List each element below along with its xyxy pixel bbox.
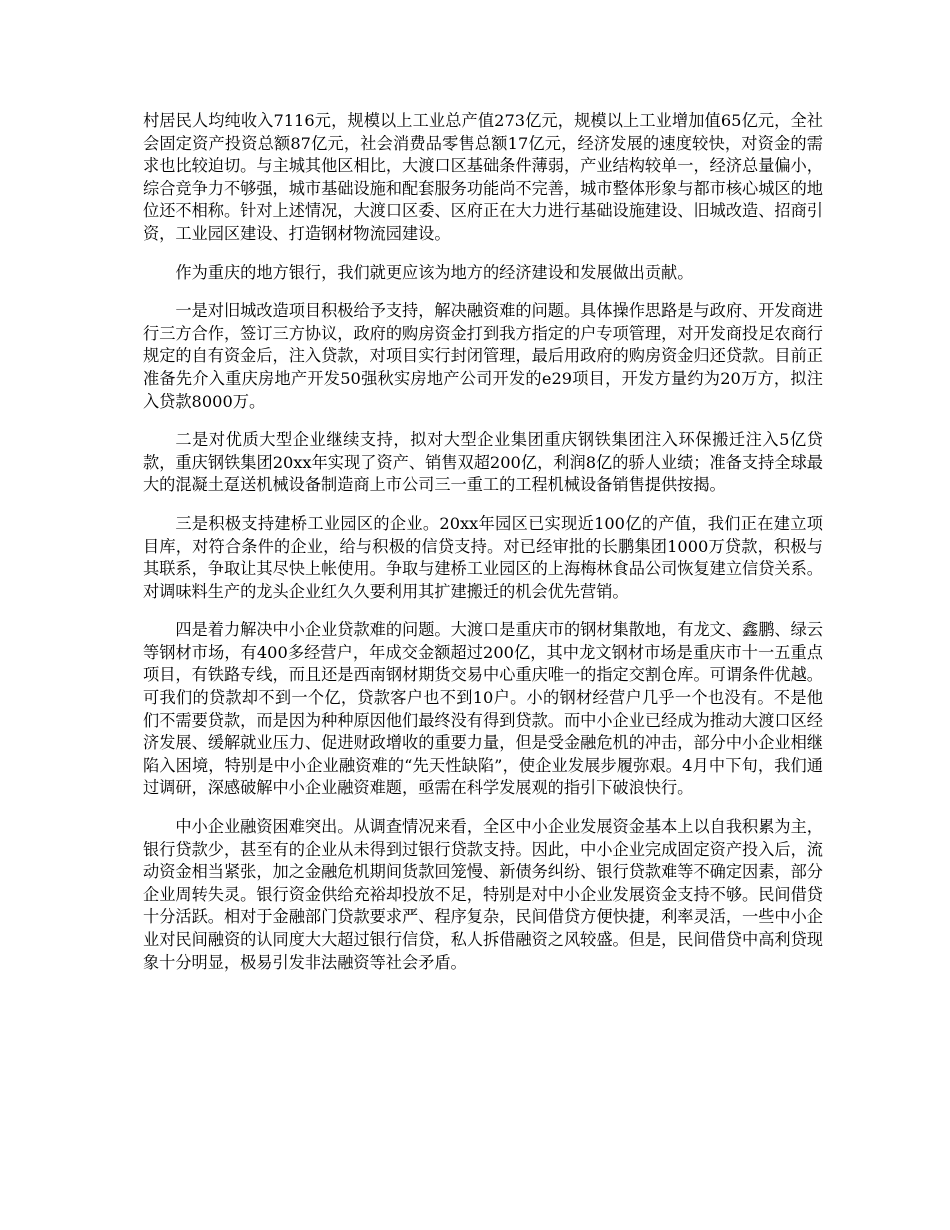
paragraph-local-bank: 作为重庆的地方银行，我们就更应该为地方的经济建设和发展做出贡献。 — [175, 262, 694, 282]
document-body — [143, 110, 823, 990]
paragraph-continuation: 村居民人均纯收入7116元，规模以上工业总产值273亿元，规模以上工业增加值65亿元，全社会固定资产投资总额87亿元，社会消费品零售总额17亿元，经济发展的速度较快，对资金的需求也比较迫切。与主城其他区相比，大渡口区基础条件薄弱，产业结构较单一，经济总量偏小，综合竞争力不够强，城市基础设施和配套服务功能尚不完善，城市整体形象与都市核心城区的地位还不相称。针对上述情况，大渡口区委、区府正在大力进行基础设施建设、旧城改造、招商引资，工业园区建设、打造钢材物流园建设。 — [143, 111, 823, 243]
paragraph-sme-financing: 中小企业融资困难突出。从调查情况来看，全区中小企业发展资金基本上以自我积累为主，银行贷款少，甚至有的企业从未得到过银行贷款支持。因此，中小企业完成固定资产投入后，流动资金相当紧张，加之金融危机期间货款回笼慢、新债务纠纷、银行贷款难等不确定因素，部分企业周转失灵。银行资金供给充裕却投放不足，特别是对中小企业发展资金支持不够。民间借贷十分活跃。相对于金融部门贷款要求严、程序复杂，民间借贷方便快捷，利率灵活，一些中小企业对民间融资的认同度大大超过银行信贷，私人拆借融资之风较盛。但是，民间借贷中高利贷现象十分明显，极易引发非法融资等社会矛盾。 — [143, 817, 823, 972]
paragraph-point-three: 三是积极支持建桥工业园区的企业。20xx年园区已实现近100亿的产值，我们正在建立项目库，对符合条件的企业，给与积极的信贷支持。对已经审批的长鹏集团1000万贷款，积极与其联系，争取让其尽快上帐使用。争取与建桥工业园区的上海梅林食品公司恢复建立信贷关系。对调味料生产的龙头企业红久久要利用其扩建搬迁的机会优先营销。 — [143, 513, 823, 601]
paragraph-point-four: 四是着力解决中小企业贷款难的问题。大渡口是重庆市的钢材集散地，有龙文、鑫鹏、绿云等钢材市场，有400多经营户，年成交金额超过200亿，其中龙文钢材市场是重庆市十一五重点项目，有铁路专线，而且还是西南钢材期货交易中心重庆唯一的指定交割仓库。可谓条件优越。可我们的贷款却不到一个亿，贷款客户也不到10户。小的钢材经营户几乎一个也没有。不是他们不需要贷款，而是因为种种原因他们最终没有得到贷款。而中小企业已经成为推动大渡口区经济发展、缓解就业压力、促进财政增收的重要力量，但是受金融危机的冲击，部分中小企业相继陷入困境，特别是中小企业融资难的“先天性缺陷”，使企业发展步履弥艰。4月中下旬，我们通过调研，深感破解中小企业融资难题，亟需在科学发展观的指引下破浪快行。 — [143, 620, 823, 798]
paragraph-point-two: 二是对优质大型企业继续支持，拟对大型企业集团重庆钢铁集团注入环保搬迁注入5亿贷款，重庆钢铁集团20xx年实现了资产、销售双超200亿，利润8亿的骄人业绩；准备支持全球最大的混凝土趸送机械设备制造商上市公司三一重工的工程机械设备销售提供按揭。 — [143, 430, 823, 495]
paragraph-point-one: 一是对旧城改造项目积极给予支持，解决融资难的问题。具体操作思路是与政府、开发商进行三方合作，签订三方协议，政府的购房资金打到我方指定的户专项管理，对开发商投足农商行规定的自有资金后，注入贷款，对项目实行封闭管理，最后用政府的购房资金归还贷款。目前正准备先介入重庆房地产开发50强秋实房地产公司开发的e29项目，开发方量约为20万方，拟注入贷款8000万。 — [143, 301, 823, 411]
